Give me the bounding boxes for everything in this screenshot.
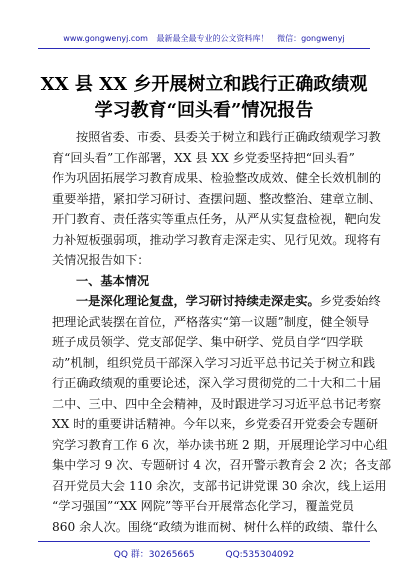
paragraph-line: “学习强国”“XX 网院”等平台开展常态化学习，覆盖党员 (52, 499, 355, 513)
paragraph-lead-tail: 乡党委始终 (319, 294, 381, 308)
paragraph-line: 作为巩固拓展学习教育成果、检验整改成效、健全长效机制的 (52, 171, 382, 185)
paragraph-line: 究学习教育工作 6 次，举办读书班 2 期，开展理论学习中心组 (52, 437, 388, 452)
page-header (0, 33, 408, 44)
paragraph-line: XX 时的重要讲话精神。今年以来，乡党委召开党委会专题研 (52, 417, 378, 431)
paragraph-line: 关情况报告如下： (52, 253, 150, 267)
paragraph-line: 力补短板强弱项，推动学习教育走深走实、见行见效。现将有 (52, 232, 382, 247)
document-title-line-1: XX 县 XX 乡开展树立和践行正确政绩观 (40, 74, 368, 95)
paragraph-line: 重要举措，紧扣学习研讨、查摆问题、整改整治、建章立制、 (52, 191, 382, 206)
footer-qq: QQ:535304092 (225, 550, 295, 560)
paragraph-line: 动”机制，组织党员干部深入学习习近平总书记关于树立和践 (52, 355, 376, 370)
paragraph-line: 行正确政绩观的重要论述，深入学习贯彻党的二十大和二十届 (52, 376, 382, 390)
section-heading: 一、基本情况 (76, 273, 150, 288)
paragraph-line: 860 余人次。围绕“政绩为谁而树、树什么样的政绩、靠什么 (52, 519, 378, 534)
paragraph-line: 召开党员大会 110 余次，支部书记讲党课 30 余次，线上运用 (52, 478, 387, 493)
document-body (52, 127, 392, 537)
paragraph-line: 开门教育、责任落实等重点任务，从严从实复盘检视，靶向发 (52, 212, 382, 226)
paragraph-line: 把理论武装摆在首位，严格落实“第一议题”制度，健全领导 (52, 314, 370, 329)
paragraph-line: 育“回头看”工作部署，XX 县 XX 乡党委坚持把“回头看” (52, 150, 355, 165)
footer-qq-group: QQ 群：30265665 (113, 550, 195, 560)
page-footer (0, 547, 408, 560)
footer-divider (38, 541, 370, 542)
paragraph-lead: 一是深化理论复盘，学习研讨持续走深走实。 (76, 294, 320, 308)
document-title-line-2: 学习教育“回头看”情况报告 (94, 100, 314, 121)
paragraph-line: 集中学习 9 次、专题研讨 4 次，召开警示教育会 2 次；各支部 (52, 458, 392, 472)
paragraph-line: 班子成员领学、党支部促学、集中研学、党员自学“四学联 (52, 335, 363, 349)
paragraph-line: 二中、三中、四中全会精神，及时跟进学习习近平总书记考察 (52, 396, 382, 411)
paragraph-line: 按照省委、市委、县委关于树立和践行正确政绩观学习教 (76, 130, 381, 144)
header-wechat: 微信：gongwenyj (277, 34, 345, 43)
header-slogan: 最新最全最专业的公文资料库！ (156, 34, 269, 43)
header-site-link[interactable]: www.gongwenyj.com (63, 34, 148, 43)
paragraph-line (52, 291, 381, 312)
header-divider (38, 48, 370, 49)
